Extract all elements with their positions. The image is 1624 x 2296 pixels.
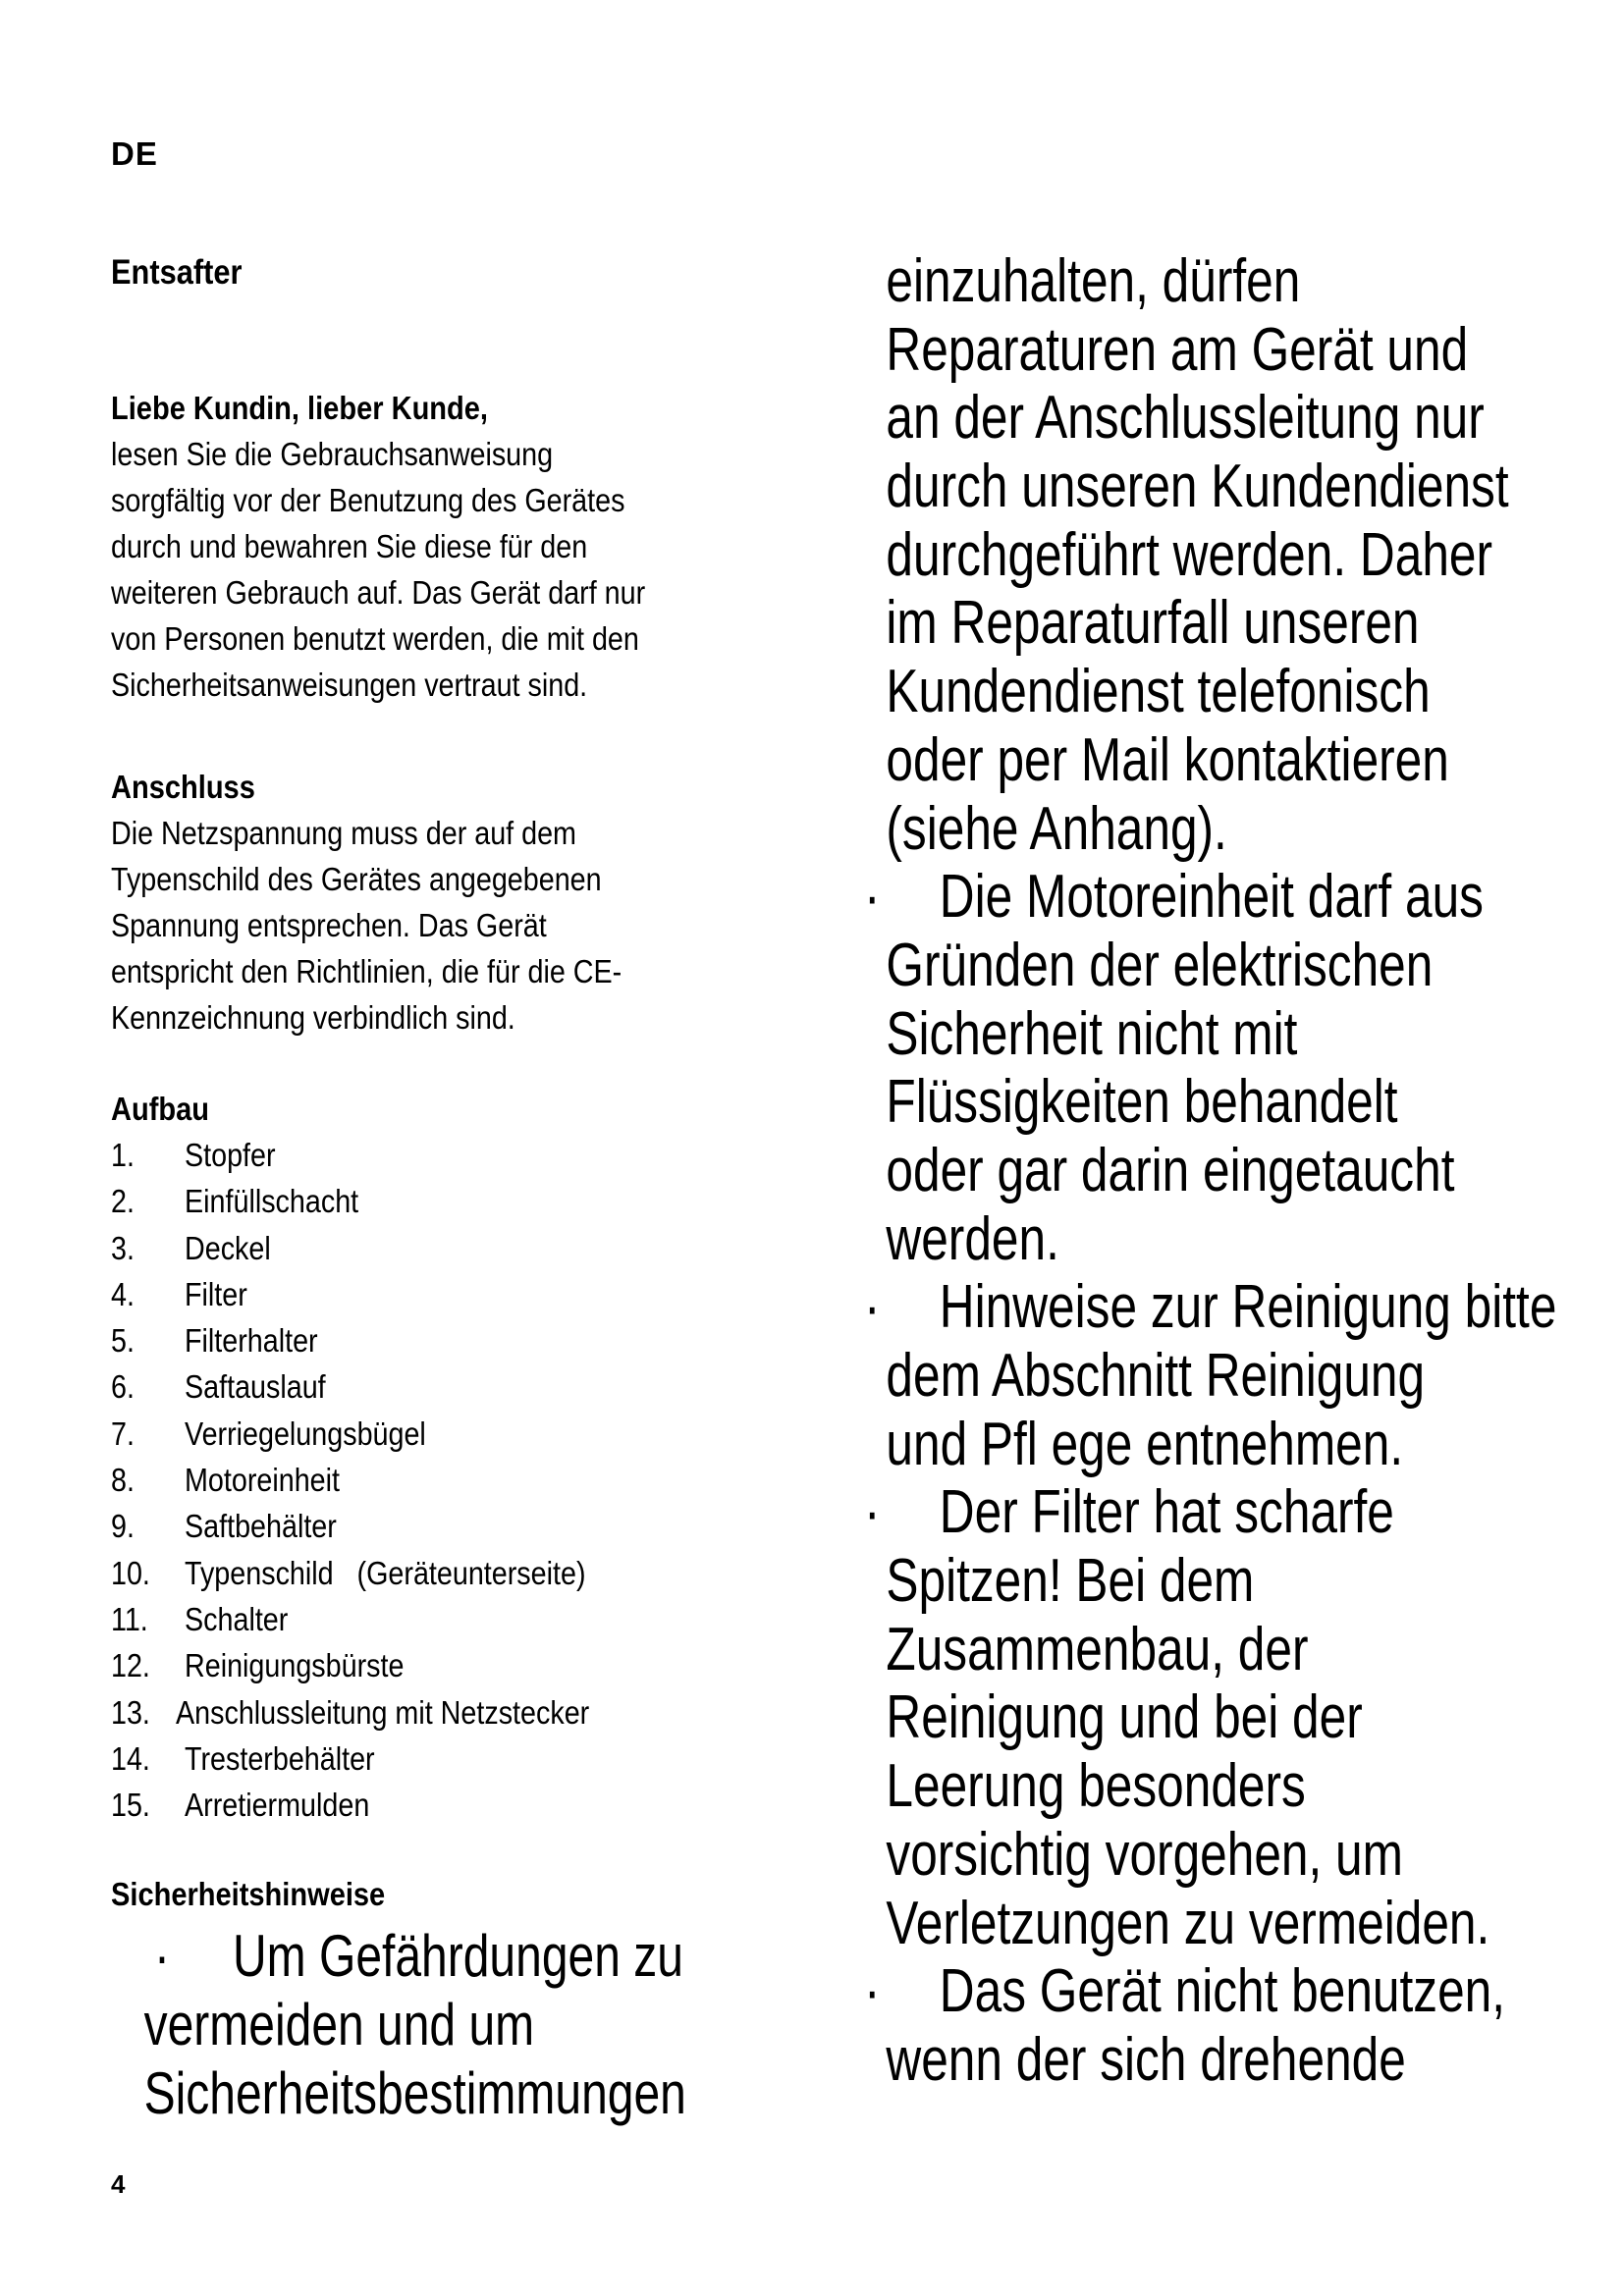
bullet-icon: · xyxy=(864,1957,881,2026)
item-number: 14. xyxy=(111,1739,150,1777)
sicherheit-heading: Sicherheitshinweise xyxy=(111,1876,386,1912)
sicherheit-section xyxy=(111,1871,798,1917)
safety-line xyxy=(864,1273,1557,1342)
safety-line: durch unseren Kundendienst xyxy=(886,453,1509,521)
item-text: Verriegelungsbügel xyxy=(185,1415,426,1452)
safety-line: werden. xyxy=(886,1204,1059,1273)
page-number: 4 xyxy=(111,2169,126,2199)
item-text: Typenschild (Geräteunterseite) xyxy=(185,1554,586,1591)
item-number: 6. xyxy=(111,1368,135,1406)
item-text: Deckel xyxy=(185,1229,271,1266)
safety-line: vorsichtig vorgehen, um xyxy=(886,1820,1403,1889)
parts-list xyxy=(111,1132,798,1828)
safety-line-text: Das Gerät nicht benutzen, xyxy=(939,1957,1506,2026)
bullet-icon: · xyxy=(864,1273,881,1342)
item-number: 2. xyxy=(111,1183,135,1220)
safety-line-text: Die Motoreinheit darf aus xyxy=(939,863,1484,932)
list-item xyxy=(111,1550,798,1596)
safety-line-text: Hinweise zur Reinigung bitte xyxy=(939,1273,1557,1342)
item-number: 8. xyxy=(111,1462,135,1499)
item-text: Reinigungsbürste xyxy=(185,1647,405,1684)
item-number: 10. xyxy=(111,1554,150,1591)
intro-line: Sicherheitsanweisungen vertraut sind. xyxy=(111,667,588,703)
safety-line: Kundendienst telefonisch xyxy=(886,658,1431,726)
safety-line: Zusammenbau, der xyxy=(886,1615,1309,1683)
aufbau-heading: Aufbau xyxy=(111,1091,210,1127)
safety-line: Sicherheitsbestimmungen xyxy=(143,2060,686,2126)
intro-line: von Personen benutzt werden, die mit den xyxy=(111,620,639,657)
list-item xyxy=(111,1735,798,1782)
anschluss-line: Spannung entsprechen. Das Gerät xyxy=(111,907,547,943)
item-number: 7. xyxy=(111,1415,135,1452)
anschluss-heading: Anschluss xyxy=(111,769,255,805)
anschluss-line: Die Netzspannung muss der auf dem xyxy=(111,815,576,851)
safety-line: an der Anschlussleitung nur xyxy=(886,384,1485,453)
item-number: 1. xyxy=(111,1137,135,1173)
item-text: Motoreinheit xyxy=(185,1462,341,1499)
safety-line: Spitzen! Bei dem xyxy=(886,1547,1255,1616)
item-text: Tresterbehälter xyxy=(185,1739,375,1777)
bullet-icon: · xyxy=(154,1923,170,1989)
safety-text-right xyxy=(864,247,1610,2095)
bullet-icon: · xyxy=(864,863,881,932)
item-text: Schalter xyxy=(185,1600,289,1637)
item-text: Filter xyxy=(185,1275,247,1312)
safety-line: dem Abschnitt Reinigung xyxy=(886,1342,1426,1410)
anschluss-line: entspricht den Richtlinien, die für die CE- xyxy=(111,953,623,989)
item-number: 9. xyxy=(111,1508,135,1545)
item-text: Anschlussleitung mit Netzstecker xyxy=(176,1693,590,1731)
list-item xyxy=(111,1503,798,1549)
safety-line: Sicherheit nicht mit xyxy=(886,999,1298,1068)
list-item xyxy=(111,1225,798,1271)
safety-line: Reinigung und bei der xyxy=(886,1683,1363,1752)
intro-section xyxy=(111,385,798,708)
safety-line-text: Der Filter hat scharfe xyxy=(939,1478,1394,1547)
safety-line: (siehe Anhang). xyxy=(886,794,1227,863)
list-item xyxy=(111,1132,798,1178)
safety-line: und Pfl ege entnehmen. xyxy=(886,1410,1404,1478)
safety-line: Flüssigkeiten behandelt xyxy=(886,1068,1398,1137)
page-title: Entsafter xyxy=(111,253,243,292)
safety-line xyxy=(864,1957,1506,2026)
item-text: Filterhalter xyxy=(185,1322,318,1360)
safety-line: oder per Mail kontaktieren xyxy=(886,725,1449,794)
item-text: Stopfer xyxy=(185,1137,276,1173)
language-code: DE xyxy=(111,135,158,172)
item-number: 13. xyxy=(111,1693,150,1731)
list-item xyxy=(111,1363,798,1410)
item-text: Einfüllschacht xyxy=(185,1183,359,1220)
list-item xyxy=(111,1317,798,1363)
intro-line: weiteren Gebrauch auf. Das Gerät darf nur xyxy=(111,574,646,611)
anschluss-line: Kennzeichnung verbindlich sind. xyxy=(111,999,515,1036)
safety-line: Verletzungen zu vermeiden. xyxy=(886,1889,1490,1957)
item-number: 15. xyxy=(111,1787,150,1824)
list-item xyxy=(111,1411,798,1457)
safety-line-text: Um Gefährdungen zu xyxy=(233,1923,683,1989)
intro-line: lesen Sie die Gebrauchsanweisung xyxy=(111,436,554,472)
item-number: 12. xyxy=(111,1647,150,1684)
safety-line: oder gar darin eingetaucht xyxy=(886,1136,1455,1204)
list-item xyxy=(111,1782,798,1828)
item-text: Saftauslauf xyxy=(185,1368,326,1406)
safety-line: vermeiden und um xyxy=(143,1992,535,2057)
safety-line: Leerung besonders xyxy=(886,1752,1306,1821)
safety-text-left xyxy=(111,1922,798,2128)
aufbau-section xyxy=(111,1086,798,1828)
intro-line: sorgfältig vor der Benutzung des Gerätes xyxy=(111,482,625,518)
safety-line: Reparaturen am Gerät und xyxy=(886,315,1469,384)
list-item xyxy=(111,1642,798,1688)
list-item xyxy=(111,1596,798,1642)
safety-line: durchgeführt werden. Daher xyxy=(886,520,1493,589)
safety-line xyxy=(111,1922,683,1991)
safety-line: einzuhalten, dürfen xyxy=(886,247,1301,315)
bullet-icon: · xyxy=(864,1478,881,1547)
item-number: 4. xyxy=(111,1275,135,1312)
safety-line xyxy=(864,1478,1461,1547)
intro-heading: Liebe Kundin, lieber Kunde, xyxy=(111,390,489,426)
safety-line: Gründen der elektrischen xyxy=(886,931,1434,999)
safety-line: im Reparaturfall unseren xyxy=(886,589,1420,658)
item-text: Saftbehälter xyxy=(185,1508,337,1545)
list-item xyxy=(111,1689,798,1735)
anschluss-line: Typenschild des Gerätes angegebenen xyxy=(111,861,602,897)
list-item xyxy=(111,1271,798,1317)
anschluss-section xyxy=(111,764,798,1041)
list-item xyxy=(111,1457,798,1503)
safety-line xyxy=(864,863,1484,932)
safety-line: wenn der sich drehende xyxy=(886,2025,1406,2094)
item-number: 11. xyxy=(111,1600,148,1637)
list-item xyxy=(111,1178,798,1224)
item-text: Arretiermulden xyxy=(185,1787,370,1824)
intro-line: durch und bewahren Sie diese für den xyxy=(111,528,588,564)
item-number: 5. xyxy=(111,1322,135,1360)
item-number: 3. xyxy=(111,1229,135,1266)
